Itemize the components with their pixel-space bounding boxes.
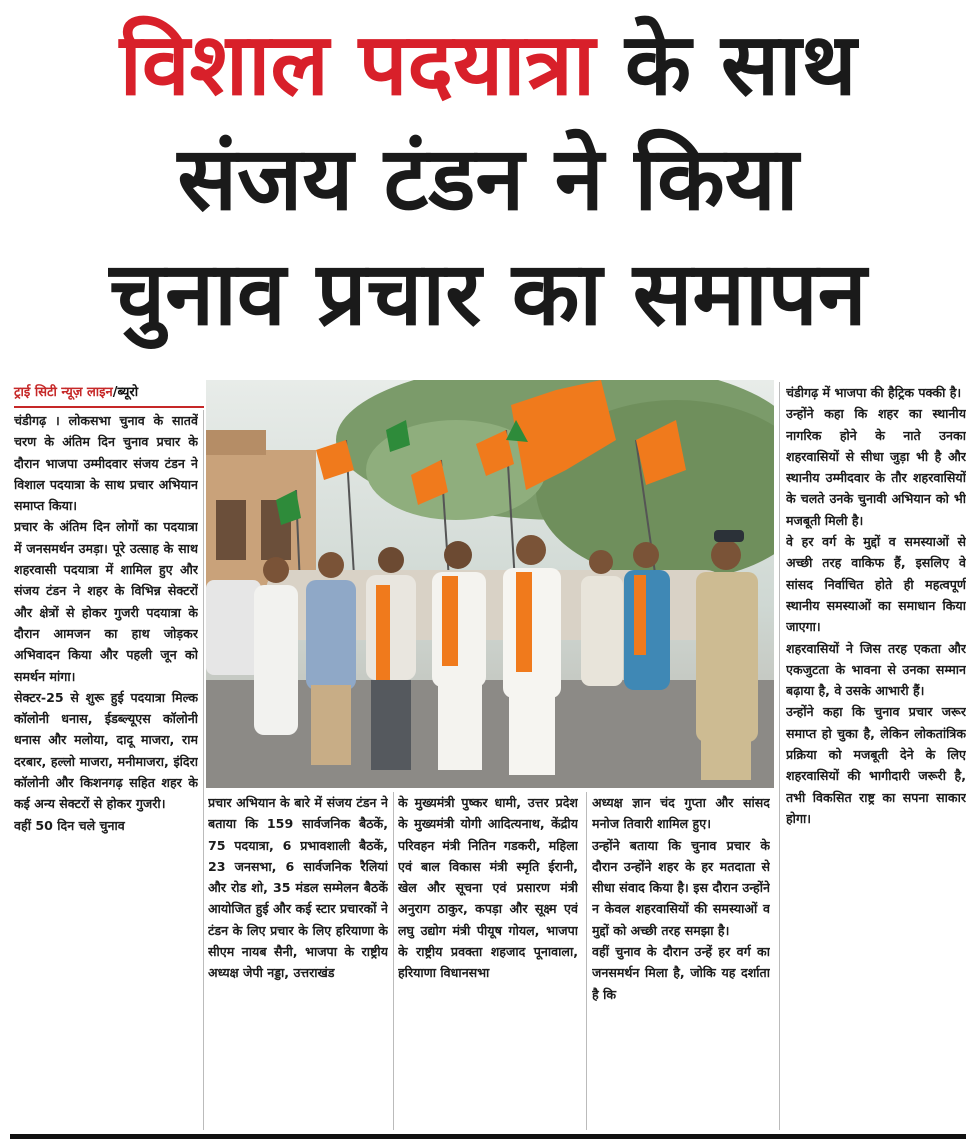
headline-black-text: के साथ [595, 15, 857, 115]
paragraph: उन्होंने कहा कि चुनाव प्रचार जरूर समाप्त हो चुका है, लेकिन लोकतांत्रिक प्रक्रिया को मजबूती देने के लिए शहरवासियों की भागीदारी जरूरी है, तभी विकसित राष्ट्र का सपना साकार होगा। [786, 704, 966, 826]
column-divider [586, 792, 587, 1130]
article-column-1 [14, 410, 198, 1130]
paragraph: उन्होंने कहा कि शहर का स्थानीय नागरिक होने के नाते उनका शहरवासियों से सीधा जुड़ा भी है और स्थानीय उम्मीदवार के तौर शहरवासियों के चलते उनके चुनावी अभियान को भी मजबूती मिली है। [786, 406, 966, 528]
headline-line-1 [0, 15, 976, 115]
paragraph: चंडीगढ़ में भाजपा की हैट्रिक पक्की है। [786, 385, 962, 400]
headline-red-text: विशाल पदयात्रा [119, 15, 596, 115]
article-column-3 [398, 792, 578, 1130]
column-divider [779, 382, 780, 1130]
paragraph: शहरवासियों ने जिस तरह एकता और एकजुटता के भावना से उनका सम्मान बढ़ाया है, वे उसके आभारी हैं। [786, 640, 966, 699]
paragraph: वे हर वर्ग के मुद्दों व समस्याओं से अच्छी तरह वाकिफ हैं, इसलिए वे सांसद निर्वाचित होते ही महत्वपूर्ण स्थानीय समस्याओं का समाधान किया जाएगा। [786, 534, 966, 635]
byline-source: ट्राई सिटी न्यूज़ लाइन [14, 385, 113, 400]
paragraph: चंडीगढ़ । लोकसभा चुनाव के सातवें चरण के अंतिम दिन चुनाव प्रचार के दौरान भाजपा उम्मीदवार संजय टंडन ने विशाल पदयात्रा के साथ प्रचार अभियान समाप्त किया। [14, 413, 198, 514]
rally-photo [206, 380, 774, 788]
article-column-5 [786, 382, 966, 1130]
article-column-4 [592, 792, 770, 1130]
headline-line-2: संजय टंडन ने किया [177, 127, 799, 230]
bottom-rule [10, 1134, 966, 1139]
column-divider [393, 792, 394, 1130]
paragraph: वहीं 50 दिन चले चुनाव [14, 817, 125, 833]
paragraph: वहीं चुनाव के दौरान उन्हें हर वर्ग का जनसमर्थन मिला है, जोकि यह दर्शाता है कि [592, 944, 770, 1002]
paragraph: अध्यक्ष ज्ञान चंद गुप्ता और सांसद मनोज तिवारी शामिल हुए। [592, 795, 770, 832]
article-column-2 [208, 792, 388, 1130]
column-divider [203, 410, 204, 1130]
paragraph: उन्होंने बताया कि चुनाव प्रचार के दौरान उन्होंने शहर के हर मतदाता से सीधा संवाद किया है। इस दौरान उन्होंने न केवल शहरवासियों की समस्याओं व मुद्दों को अच्छी तरह समझा है। [592, 837, 770, 938]
headline-line-3: चुनाव प्रचार का समापन [109, 242, 867, 345]
paragraph: के मुख्यमंत्री पुष्कर धामी, उत्तर प्रदेश के मुख्यमंत्री योगी आदित्यनाथ, केंद्रीय परिवहन मंत्री नितिन गडकरी, महिला एवं बाल विकास मंत्री स्मृति ईरानी, खेल और सूचना एवं प्रसारण मंत्री अनुराग ठाकुर, कपड़ा और सूक्ष्म एवं लघु उद्योग मंत्री पीयूष गोयल, भाजपा के राष्ट्रीय प्रवक्ता शहजाद पूनावाला, हरियाणा विधानसभा [398, 795, 578, 981]
byline [14, 382, 204, 408]
paragraph: प्रचार अभियान के बारे में संजय टंडन ने बताया कि 159 सार्वजनिक बैठकें, 75 पदयात्रा, 6 प्रभावशाली बैठकें, 23 जनसभा, 6 सार्वजनिक रैलियां और रोड शो, 35 मंडल सम्मेलन बैठकें आयोजित हुई और कई स्टार प्रचारकों ने टंडन के लिए प्रचार के लिए हरियाणा के सीएम नायब सैनी, भाजपा के राष्ट्रीय अध्यक्ष जेपी नड्डा, उत्तराखंड [208, 795, 388, 981]
paragraph: सेक्टर-25 से शुरू हुई पदयात्रा मिल्क कॉलोनी धनास, ईडब्ल्यूएस कॉलोनी धनास और मलोया, दादू माजरा, राम दरबार, हल्लो माजरा, मनीमाजरा, इंदिरा कॉलोनी और किशनगढ़ सहित शहर के कई अन्य सेक्टरों से होकर गुजरी। [14, 689, 198, 812]
padyatra-crowd-image [206, 380, 774, 788]
paragraph: प्रचार के अंतिम दिन लोगों का पदयात्रा में जनसमर्थन उमड़ा। पूरे उत्साह के साथ शहरवासी पदयात्रा में शामिल हुए और संजय टंडन ने शहर के विभिन्न सेक्टरों और क्षेत्रों से होकर गुजरी पदयात्रा के दौरान आमजन का हाथ जोड़कर अभिवादन किया और पहली जून को समर्थन मांगा। [14, 519, 198, 684]
byline-desk: /ब्यूरो [112, 385, 139, 400]
